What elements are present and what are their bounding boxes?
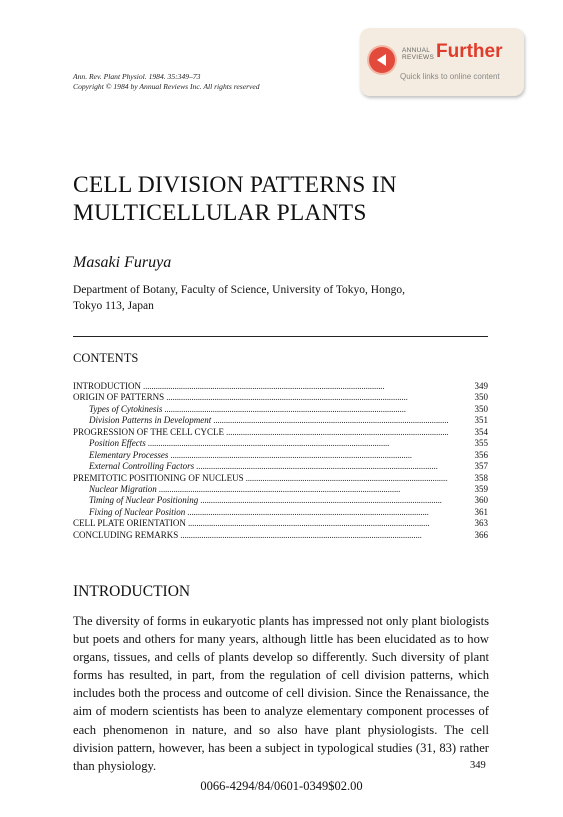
toc-entry-page: 354 [474, 426, 488, 437]
toc-entry-label: ORIGIN OF PATTERNS [73, 392, 165, 403]
toc-entry[interactable] [73, 427, 488, 438]
toc-entry-page: 357 [474, 461, 488, 472]
toc-leader-dots [170, 450, 448, 461]
article-title [73, 171, 397, 227]
title-line-2: MULTICELLULAR PLANTS [73, 200, 367, 226]
left-arrow-icon [377, 54, 386, 66]
annual-reviews-further-badge[interactable] [360, 28, 524, 96]
further-label: Further [436, 41, 503, 62]
toc-entry-label: Nuclear Migration [89, 483, 157, 494]
annual-reviews-brand [402, 47, 434, 61]
contents-heading: CONTENTS [73, 351, 139, 365]
brand-line-1: ANNUAL [402, 47, 431, 54]
journal-citation [73, 72, 260, 92]
toc-entry-page: 363 [474, 518, 488, 529]
toc-entry-label: PREMITOTIC POSITIONING OF NUCLEUS [73, 472, 244, 483]
toc-leader-dots [164, 404, 448, 415]
citation-line-1: Ann. Rev. Plant Physiol. 1984. 35:349–73 [73, 72, 201, 81]
toc-entry-page: 355 [474, 438, 488, 449]
toc-entry[interactable] [73, 392, 488, 403]
toc-entry-label: INTRODUCTION [73, 381, 141, 391]
toc-entry[interactable] [73, 507, 488, 518]
toc-entry-page: 359 [474, 483, 488, 494]
affiliation-line-2: Tokyo 113, Japan [73, 300, 154, 312]
further-subtitle: Quick links to online content [400, 72, 500, 81]
toc-entry[interactable] [73, 415, 488, 426]
brand-line-2: REVIEWS [402, 54, 435, 61]
toc-entry-page: 358 [474, 472, 488, 483]
toc-entry-label: Fixing of Nuclear Position [89, 506, 186, 517]
toc-leader-dots [159, 484, 448, 495]
toc-entry[interactable] [73, 450, 488, 461]
affiliation-line-1: Department of Botany, Faculty of Science, University of Tokyo, Hongo, [73, 284, 405, 296]
toc-entry-page: 361 [474, 506, 488, 517]
toc-entry-page: 360 [474, 495, 488, 506]
toc-entry-page: 351 [474, 415, 488, 426]
toc-leader-dots [246, 473, 448, 484]
author-affiliation [73, 282, 405, 314]
title-line-1: CELL DIVISION PATTERNS IN [73, 172, 397, 198]
page-number: 349 [470, 760, 486, 771]
toc-entry-label: Elementary Processes [89, 449, 169, 460]
toc-entry[interactable] [73, 461, 488, 472]
toc-leader-dots [166, 392, 448, 403]
toc-entry-label: Position Effects [89, 438, 146, 449]
toc-leader-dots [148, 438, 448, 449]
section-divider [73, 336, 488, 337]
toc-entry-page: 356 [474, 449, 488, 460]
toc-entry[interactable] [73, 438, 488, 449]
toc-entry[interactable] [73, 404, 488, 415]
toc-leader-dots [213, 415, 448, 426]
toc-leader-dots [187, 507, 448, 518]
issn-price-line: 0066-4294/84/0601-0349$02.00 [200, 779, 363, 793]
toc-entry-page: 350 [474, 392, 488, 403]
toc-entry-label: External Controlling Factors [89, 461, 195, 472]
author-name: Masaki Furuya [73, 254, 172, 271]
annual-reviews-logo-icon [369, 47, 395, 73]
toc-entry-label: CELL PLATE ORIENTATION [73, 518, 186, 529]
table-of-contents [73, 381, 488, 541]
toc-entry[interactable] [73, 484, 488, 495]
toc-leader-dots [188, 518, 448, 529]
toc-entry-page: 350 [474, 403, 488, 414]
introduction-heading: INTRODUCTION [73, 583, 191, 600]
toc-entry-page: 349 [474, 381, 488, 391]
toc-entry[interactable] [73, 530, 488, 541]
toc-entry-label: Division Patterns in Development [89, 415, 212, 426]
toc-entry-label: Timing of Nuclear Positioning [89, 495, 199, 506]
toc-entry[interactable] [73, 473, 488, 484]
toc-entry[interactable] [73, 495, 488, 506]
toc-entry[interactable] [73, 381, 488, 392]
citation-line-2: Copyright © 1984 by Annual Reviews Inc. All rights reserved [73, 82, 260, 91]
toc-leader-dots [143, 381, 448, 392]
toc-leader-dots [200, 495, 448, 506]
toc-entry-label: PROGRESSION OF THE CELL CYCLE [73, 426, 225, 437]
toc-leader-dots [196, 461, 448, 472]
toc-entry-label: Types of Cytokinesis [89, 403, 163, 414]
toc-leader-dots [180, 530, 448, 541]
toc-leader-dots [226, 427, 448, 438]
introduction-paragraph: The diversity of forms in eukaryotic plants has impressed not only plant biologists but poets and others for many years, although little has been elucidated as to how organs, tissues, and cells of plants develop so differently. Such diversity of plant forms has resulted, in part, from the regulation of cell division patterns, which includes both the process and outcome of cell division. Since the Renaissance, the aim of modern scientists has been to analyze elementary component processes of each phenomenon in nature, and so also have plant physiologists. The cell division pattern, however, has been a subject in typological studies (31, 83) rather than physiology. [73, 614, 489, 773]
toc-entry-label: CONCLUDING REMARKS [73, 529, 179, 540]
toc-entry[interactable] [73, 518, 488, 529]
toc-entry-page: 366 [474, 529, 488, 540]
